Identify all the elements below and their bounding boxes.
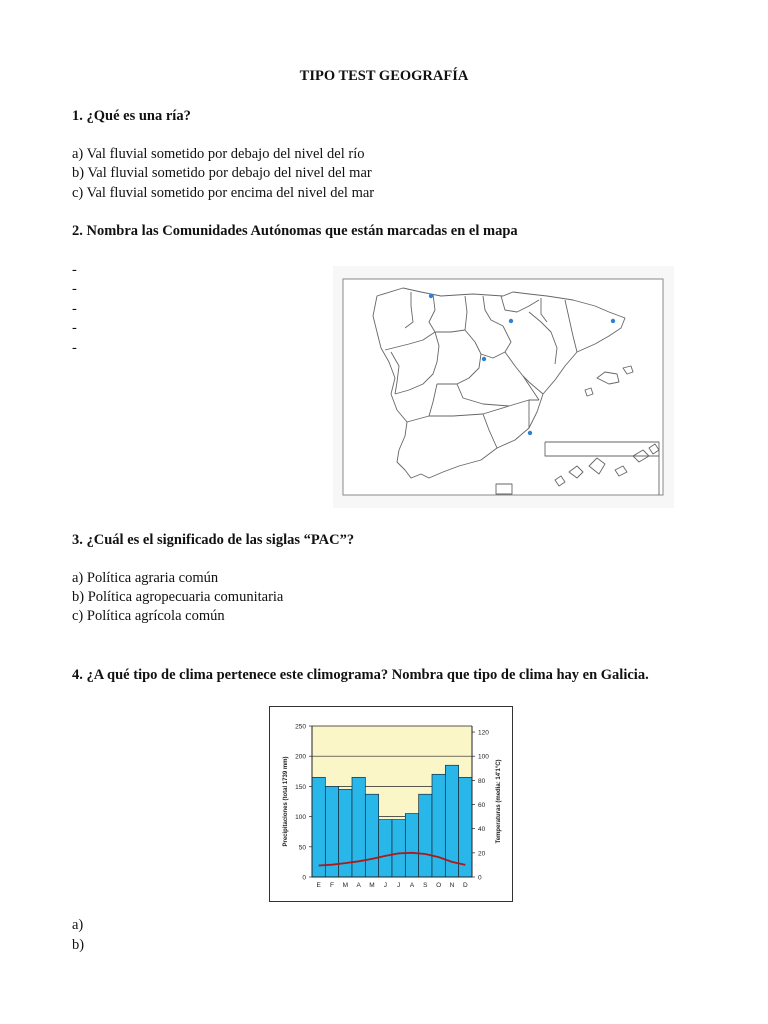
question-1: 1. ¿Qué es una ría? <box>72 108 191 124</box>
left-tick-label: 100 <box>295 814 306 822</box>
left-tick-label: 0 <box>302 874 306 882</box>
precipitation-bar <box>312 777 325 877</box>
month-label: O <box>436 882 442 889</box>
precipitation-bar <box>459 777 472 877</box>
left-tick-label: 50 <box>298 844 306 852</box>
precipitation-bar <box>365 794 378 877</box>
month-label: S <box>423 882 428 889</box>
q1-option-b: b) Val fluvial sometido por debajo del nivel del mar <box>72 165 372 181</box>
answer-blank-1: - <box>72 262 77 278</box>
month-label: D <box>462 882 468 889</box>
left-tick-label: 150 <box>295 783 306 791</box>
month-label: J <box>383 882 387 889</box>
question-2: 2. Nombra las Comunidades Autónomas que están marcadas en el mapa <box>72 223 518 239</box>
month-label: N <box>449 882 455 889</box>
right-tick-label: 80 <box>478 777 486 785</box>
right-tick-label: 100 <box>478 753 489 761</box>
month-label: A <box>356 882 361 889</box>
climograph-chart <box>269 706 513 902</box>
q1-option-a: a) Val fluvial sometido por debajo del nivel del río <box>72 146 365 162</box>
answer-b: b) <box>72 937 85 953</box>
right-tick-label: 20 <box>478 850 486 858</box>
answer-a: a) <box>72 917 84 933</box>
month-label: A <box>409 882 415 889</box>
month-label: F <box>330 882 334 889</box>
precipitation-bar <box>419 794 432 877</box>
month-label: J <box>397 882 401 889</box>
precipitation-bar <box>405 814 418 877</box>
right-tick-label: 120 <box>478 729 489 737</box>
precipitation-bar <box>392 820 405 877</box>
precipitation-bar <box>432 774 445 877</box>
question-4: 4. ¿A qué tipo de clima pertenece este climograma? Nombra que tipo de clima hay en Galicia. <box>72 667 649 683</box>
answer-blank-3: - <box>72 301 77 317</box>
month-label: M <box>342 882 349 889</box>
left-tick-label: 250 <box>295 723 306 731</box>
question-3: 3. ¿Cuál es el significado de las siglas “PAC”? <box>72 532 355 548</box>
y2-axis-label: Temperaturas (media: 14'1°C) <box>496 759 502 844</box>
right-tick-label: 40 <box>478 826 486 834</box>
y-axis-label: Precipitaciones (total 1739 mm) <box>283 756 289 847</box>
page-title: TIPO TEST GEOGRAFÍA <box>299 68 469 84</box>
right-tick-label: 60 <box>478 802 486 810</box>
q3-option-a: a) Política agraria común <box>72 570 219 586</box>
q3-option-b: b) Política agropecuaria comunitaria <box>72 589 284 605</box>
left-tick-label: 200 <box>295 753 306 761</box>
q1-option-c: c) Val fluvial sometido por encima del nivel del mar <box>72 185 375 201</box>
q3-option-c: c) Política agrícola común <box>72 608 225 624</box>
answer-blank-2: - <box>72 281 77 297</box>
answer-blank-4: - <box>72 320 77 336</box>
month-label: E <box>316 882 321 889</box>
precipitation-bar <box>379 820 392 877</box>
spain-regions-map <box>333 266 674 508</box>
right-tick-label: 0 <box>478 874 482 882</box>
month-label: M <box>369 882 375 889</box>
answer-blank-5: - <box>72 340 77 356</box>
